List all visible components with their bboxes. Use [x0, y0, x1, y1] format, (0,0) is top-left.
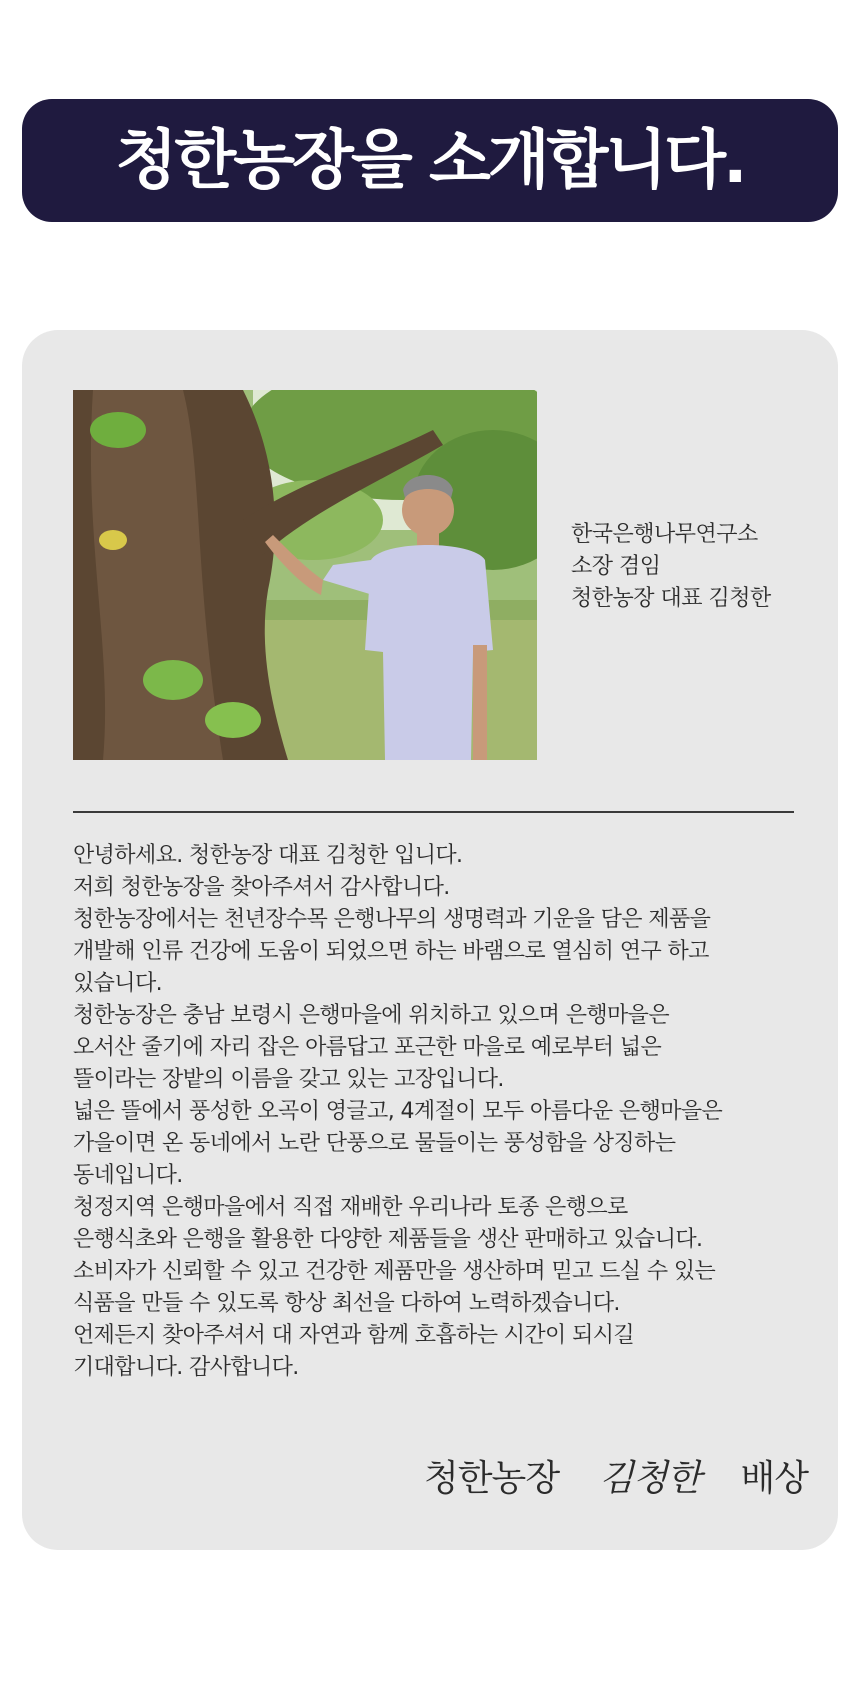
profile-line: 한국은행나무연구소: [571, 522, 758, 547]
page-title: 청한농장을 소개합니다.: [115, 123, 745, 198]
message-line: 동네입니다.: [73, 1163, 183, 1188]
message-line: 은행식초와 은행을 활용한 다양한 제품들을 생산 판매하고 있습니다.: [73, 1227, 703, 1252]
message-line: 기대합니다. 감사합니다.: [73, 1355, 299, 1380]
profile-line: 소장 겸임: [571, 554, 661, 579]
owner-profile: [571, 519, 821, 615]
message-line: 청정지역 은행마을에서 직접 재배한 우리나라 토종 은행으로: [73, 1195, 628, 1220]
intro-card: [22, 330, 838, 1550]
message-line: 개발해 인류 건강에 도움이 되었으면 하는 바램으로 열심히 연구 하고: [73, 939, 709, 964]
message-line: 청한농장은 충남 보령시 은행마을에 위치하고 있으며 은행마을은: [73, 1003, 669, 1028]
profile-line: 청한농장 대표 김청한: [571, 586, 771, 611]
message-line: 언제든지 찾아주셔서 대 자연과 함께 호흡하는 시간이 되시길: [73, 1323, 635, 1348]
message-line: 안녕하세요. 청한농장 대표 김청한 입니다.: [73, 843, 463, 868]
message-line: 소비자가 신뢰할 수 있고 건강한 제품만을 생산하며 믿고 드실 수 있는: [73, 1259, 716, 1284]
message-line: 식품을 만들 수 있도록 항상 최선을 다하여 노력하겠습니다.: [73, 1291, 620, 1316]
message-line: 있습니다.: [73, 971, 163, 996]
photo-illustration: [73, 390, 537, 760]
signature: [22, 1450, 808, 1501]
signature-name: 김청한: [599, 1458, 701, 1499]
section-divider: [73, 811, 794, 813]
greeting-message: [73, 840, 803, 1384]
message-line: 넓은 뜰에서 풍성한 오곡이 영글고, 4계절이 모두 아름다운 은행마을은: [73, 1099, 723, 1124]
signature-farm: 청한농장: [424, 1458, 560, 1499]
signature-closing: 배상: [740, 1458, 808, 1499]
message-line: 저희 청한농장을 찾아주셔서 감사합니다.: [73, 875, 450, 900]
farm-owner-photo: [73, 390, 537, 760]
message-line: 오서산 줄기에 자리 잡은 아름답고 포근한 마을로 예로부터 넓은: [73, 1035, 662, 1060]
message-line: 청한농장에서는 천년장수목 은행나무의 생명력과 기운을 담은 제품을: [73, 907, 711, 932]
title-banner: [22, 99, 838, 222]
message-line: 가을이면 온 동네에서 노란 단풍으로 물들이는 풍성함을 상징하는: [73, 1131, 676, 1156]
message-line: 뜰이라는 장밭의 이름을 갖고 있는 고장입니다.: [73, 1067, 504, 1092]
